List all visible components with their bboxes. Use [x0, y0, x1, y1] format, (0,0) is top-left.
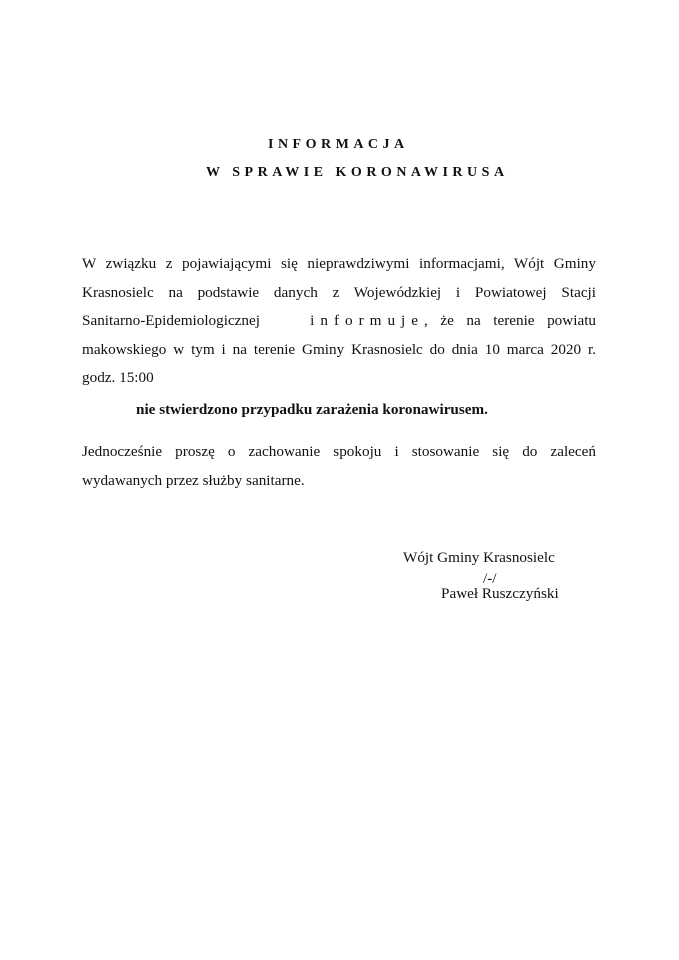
document-subtitle: W SPRAWIE KORONAWIRUSA: [206, 165, 509, 180]
paragraph-line: makowskiego w tym i na terenie Gminy Krasnosielc do dnia 10 marca 2020 r.: [82, 340, 596, 358]
paragraph-line: wydawanych przez służby sanitarne.: [82, 471, 305, 489]
signature-mark: /-/: [483, 570, 497, 587]
paragraph-request: [82, 438, 596, 495]
signature-title: Wójt Gminy Krasnosielc: [403, 549, 555, 566]
signature-name: Paweł Ruszczyński: [441, 585, 559, 602]
emphasis-statement: nie stwierdzono przypadku zarażenia koronawirusem.: [136, 401, 488, 418]
paragraph-announcement: [82, 250, 596, 393]
paragraph-line-part: Sanitarno-Epidemiologicznej: [82, 312, 260, 329]
spaced-word: informuje: [310, 312, 425, 329]
paragraph-line-part: , że na terenie powiatu: [424, 312, 597, 329]
paragraph-line: W związku z pojawiającymi się nieprawdziwymi informacjami, Wójt Gminy: [82, 255, 596, 272]
paragraph-line: godz. 15:00: [82, 369, 154, 386]
document-title: INFORMACJA: [268, 137, 409, 152]
paragraph-line: [82, 307, 596, 336]
paragraph-line: Krasnosielc na podstawie danych z Wojewódzkiej i Powiatowej Stacji: [82, 283, 596, 301]
paragraph-line: Jednocześnie proszę o zachowanie spokoju i stosowanie się do zaleceń: [82, 443, 596, 460]
